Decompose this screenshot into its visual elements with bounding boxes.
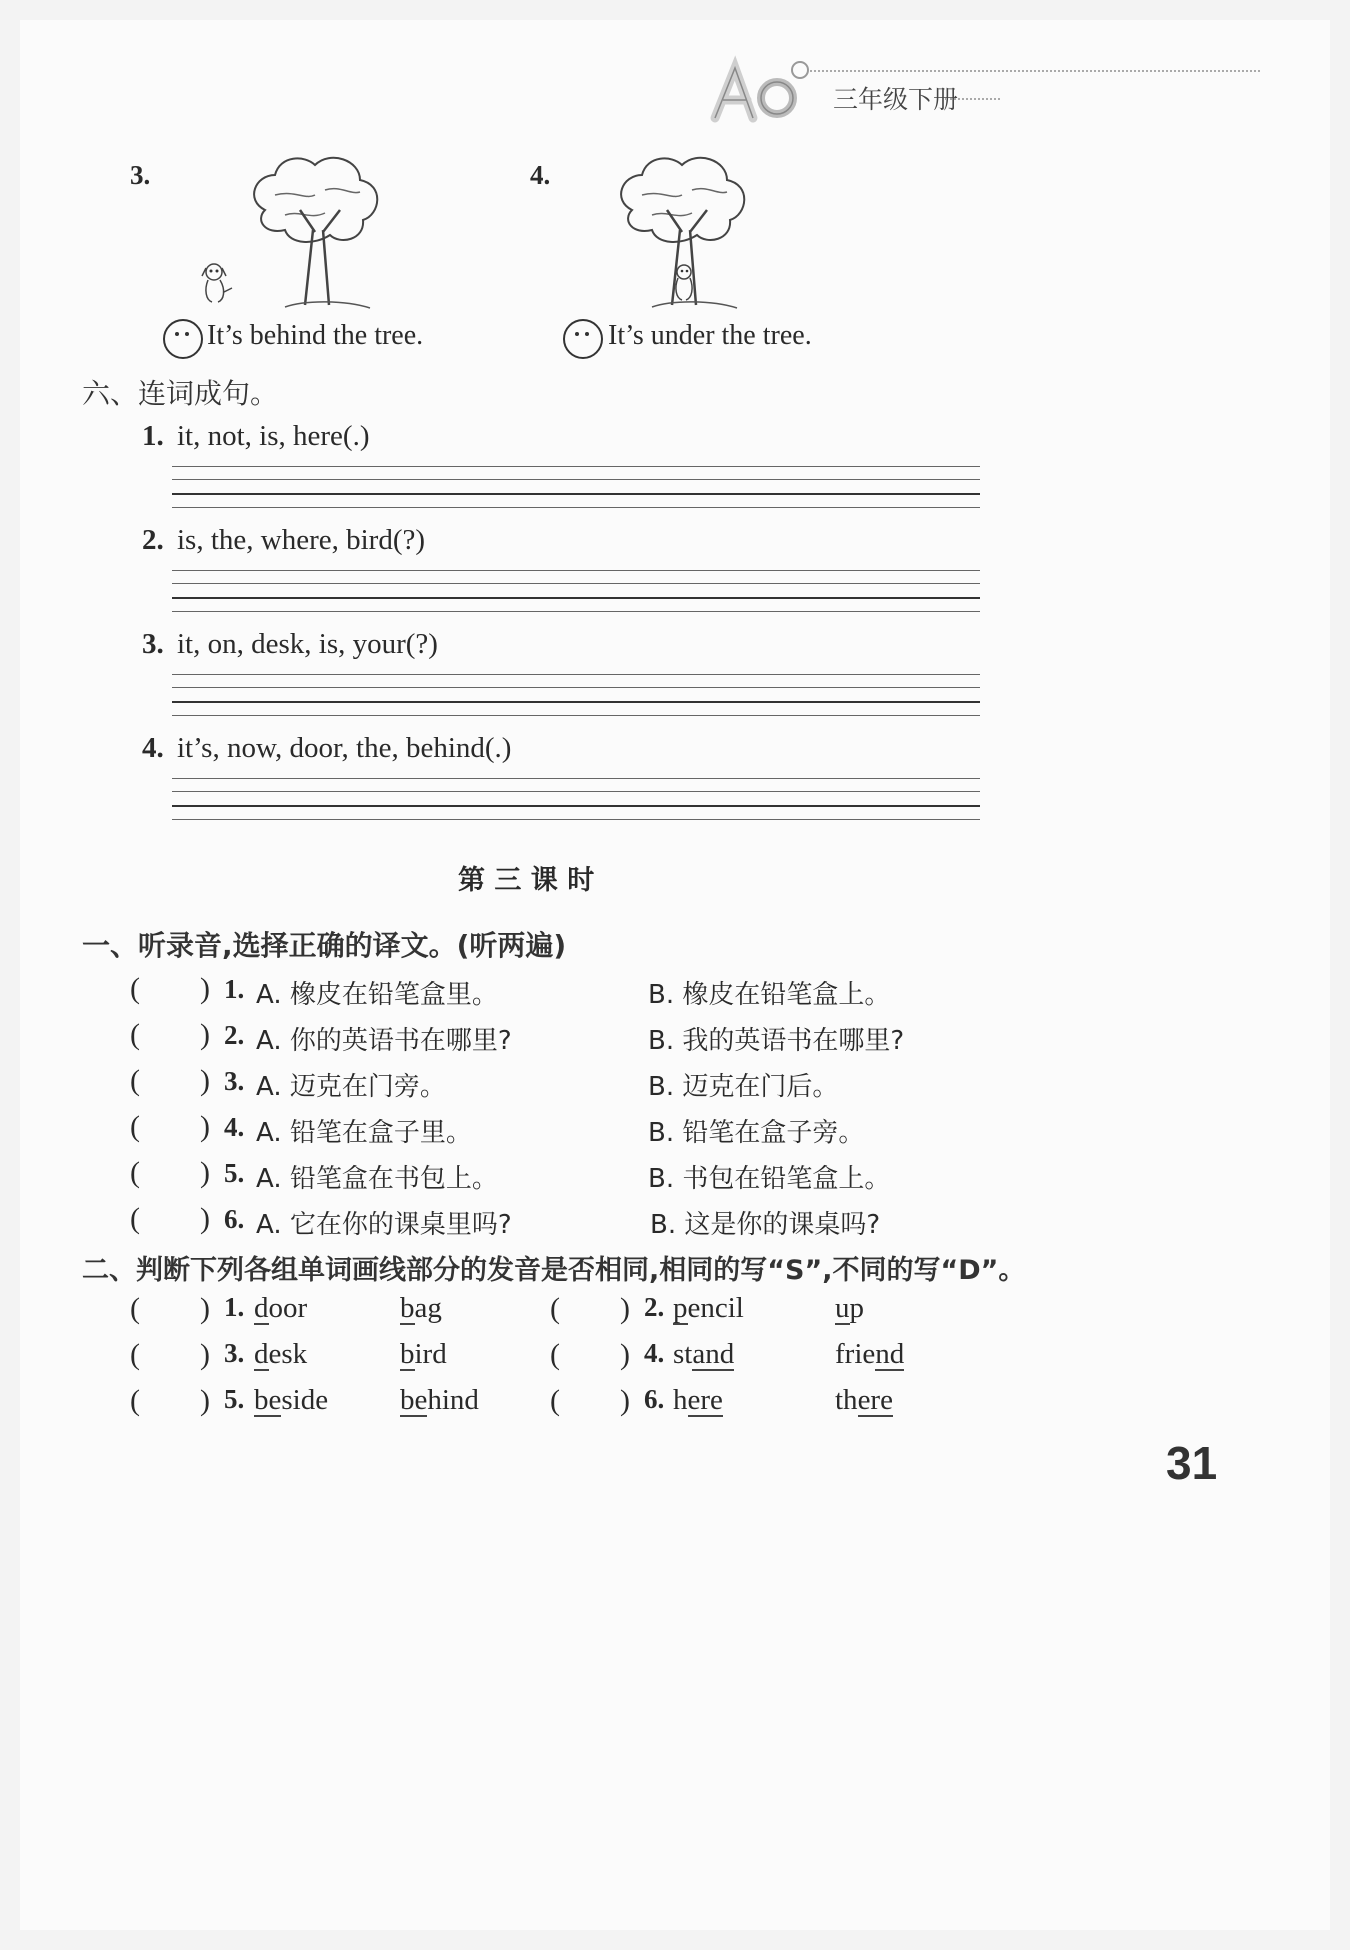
underlined-part: d xyxy=(254,1292,269,1324)
option-a: A. 它在你的课桌里吗? xyxy=(256,1210,512,1240)
picture-caption: It’s behind the tree. xyxy=(207,320,424,351)
tree-icon xyxy=(245,150,385,324)
logo xyxy=(705,48,815,128)
word-part: side xyxy=(281,1384,329,1416)
word-part: esk xyxy=(268,1338,308,1370)
option-b: B. 橡皮在铅笔盒上。 xyxy=(648,980,891,1010)
underlined-part: ere xyxy=(857,1384,893,1416)
answer-blank[interactable]: ( ) xyxy=(130,1018,210,1051)
answer-blank[interactable]: ( ) xyxy=(130,1202,210,1235)
word xyxy=(400,1338,447,1371)
word-part: encil xyxy=(687,1292,744,1324)
answer-blank[interactable]: ( ) xyxy=(130,1292,210,1325)
option-a: A. 铅笔在盒子里。 xyxy=(256,1118,472,1148)
underlined-part: b xyxy=(400,1292,415,1324)
word xyxy=(673,1292,744,1325)
exercise-item xyxy=(142,420,369,453)
smiley-circle-icon xyxy=(563,319,603,359)
underlined-part: and xyxy=(692,1338,735,1370)
lesson-title: 第 三 课 时 xyxy=(458,865,595,896)
answer-blank[interactable]: ( ) xyxy=(550,1338,630,1371)
header-rule xyxy=(810,70,1260,72)
option-b: B. 我的英语书在哪里? xyxy=(648,1026,905,1056)
word-part: st xyxy=(673,1338,693,1370)
question-row xyxy=(130,1202,1280,1242)
item-number: 2. xyxy=(644,1292,665,1322)
exercise-item xyxy=(142,732,511,765)
phonics-row xyxy=(130,1338,1280,1382)
item-number: 3. xyxy=(224,1338,245,1368)
word-part: p xyxy=(849,1292,864,1324)
item-number: 4. xyxy=(644,1338,665,1368)
answer-blank[interactable]: ( ) xyxy=(130,1384,210,1417)
writing-lines[interactable] xyxy=(172,674,980,719)
word xyxy=(835,1384,893,1417)
answer-blank[interactable]: ( ) xyxy=(550,1384,630,1417)
word xyxy=(673,1384,723,1417)
word-part: h xyxy=(673,1384,688,1416)
item-number: 3. xyxy=(224,1066,245,1096)
item-number: 2. xyxy=(142,524,164,556)
picture-caption: It’s under the tree. xyxy=(608,320,812,351)
question-row xyxy=(130,1018,1280,1058)
question-row xyxy=(130,1110,1280,1150)
scrambled-words: it, on, desk, is, your(?) xyxy=(177,628,438,660)
option-a: A. 你的英语书在哪里? xyxy=(256,1026,512,1056)
phonics-row xyxy=(130,1384,1280,1428)
item-number: 6. xyxy=(644,1384,665,1414)
underlined-part: b xyxy=(400,1338,415,1370)
word xyxy=(673,1338,734,1371)
item-number: 6. xyxy=(224,1204,245,1234)
item-number: 1. xyxy=(224,974,245,1004)
tree-icon xyxy=(612,150,752,324)
option-b: B. 迈克在门后。 xyxy=(648,1072,839,1102)
writing-lines[interactable] xyxy=(172,570,980,615)
item-number: 1. xyxy=(142,420,164,452)
writing-lines[interactable] xyxy=(172,778,980,823)
phonics-row xyxy=(130,1292,1280,1336)
underlined-part: d xyxy=(254,1338,269,1370)
section-heading: 六、连词成句。 xyxy=(82,377,279,410)
exercise-item xyxy=(142,628,438,661)
item-number: 5. xyxy=(224,1158,245,1188)
item-number: 2. xyxy=(224,1020,245,1050)
word xyxy=(254,1292,307,1325)
answer-blank[interactable]: ( ) xyxy=(130,1156,210,1189)
answer-blank[interactable]: ( ) xyxy=(130,1110,210,1143)
word xyxy=(400,1384,479,1417)
word xyxy=(835,1338,904,1371)
item-number: 4. xyxy=(142,732,164,764)
question-row xyxy=(130,972,1280,1012)
word xyxy=(400,1292,442,1325)
word-part: ird xyxy=(414,1338,447,1370)
option-b: B. 这是你的课桌吗? xyxy=(650,1210,881,1240)
smiley-circle-icon xyxy=(163,319,203,359)
exercise-item xyxy=(142,524,425,557)
answer-blank[interactable]: ( ) xyxy=(550,1292,630,1325)
dog-icon xyxy=(198,260,238,309)
word-part: hind xyxy=(427,1384,479,1416)
picture-number: 4. xyxy=(530,160,551,190)
underlined-part: p xyxy=(673,1292,688,1324)
underlined-part: nd xyxy=(875,1338,905,1370)
scrambled-words: it’s, now, door, the, behind(.) xyxy=(177,732,512,764)
item-number: 5. xyxy=(224,1384,245,1414)
word xyxy=(835,1292,864,1325)
word-part: oor xyxy=(268,1292,308,1324)
word-part: frie xyxy=(835,1338,876,1370)
question-row xyxy=(130,1064,1280,1104)
scrambled-words: it, not, is, here(.) xyxy=(177,420,370,452)
answer-blank[interactable]: ( ) xyxy=(130,1064,210,1097)
item-number: 1. xyxy=(224,1292,245,1322)
answer-blank[interactable]: ( ) xyxy=(130,1338,210,1371)
underlined-part: u xyxy=(835,1292,850,1324)
question-row xyxy=(130,1156,1280,1196)
page-number: 31 xyxy=(1166,1437,1218,1489)
scrambled-words: is, the, where, bird(?) xyxy=(177,524,426,556)
grade-label: 三年级下册 xyxy=(833,85,959,114)
section-heading: 一、听录音,选择正确的译文。(听两遍) xyxy=(82,929,567,962)
word-part: ag xyxy=(414,1292,442,1324)
writing-lines[interactable] xyxy=(172,466,980,511)
option-b: B. 书包在铅笔盒上。 xyxy=(648,1164,891,1194)
word-part: th xyxy=(835,1384,858,1416)
workbook-page xyxy=(20,20,1330,1930)
option-a: A. 迈克在门旁。 xyxy=(256,1072,446,1102)
underlined-part: be xyxy=(254,1384,282,1416)
section-heading: 二、判断下列各组单词画线部分的发音是否相同,相同的写“S”,不同的写“D”。 xyxy=(82,1255,1026,1286)
picture-number: 3. xyxy=(130,160,151,190)
underlined-part: ere xyxy=(687,1384,723,1416)
underlined-part: be xyxy=(400,1384,428,1416)
header-rule-2 xyxy=(945,98,1000,100)
option-a: A. 铅笔盒在书包上。 xyxy=(256,1164,498,1194)
option-a: A. 橡皮在铅笔盒里。 xyxy=(256,980,498,1010)
item-number: 3. xyxy=(142,628,164,660)
item-number: 4. xyxy=(224,1112,245,1142)
answer-blank[interactable]: ( ) xyxy=(130,972,210,1005)
option-b: B. 铅笔在盒子旁。 xyxy=(648,1118,865,1148)
word xyxy=(254,1338,307,1371)
word xyxy=(254,1384,328,1417)
